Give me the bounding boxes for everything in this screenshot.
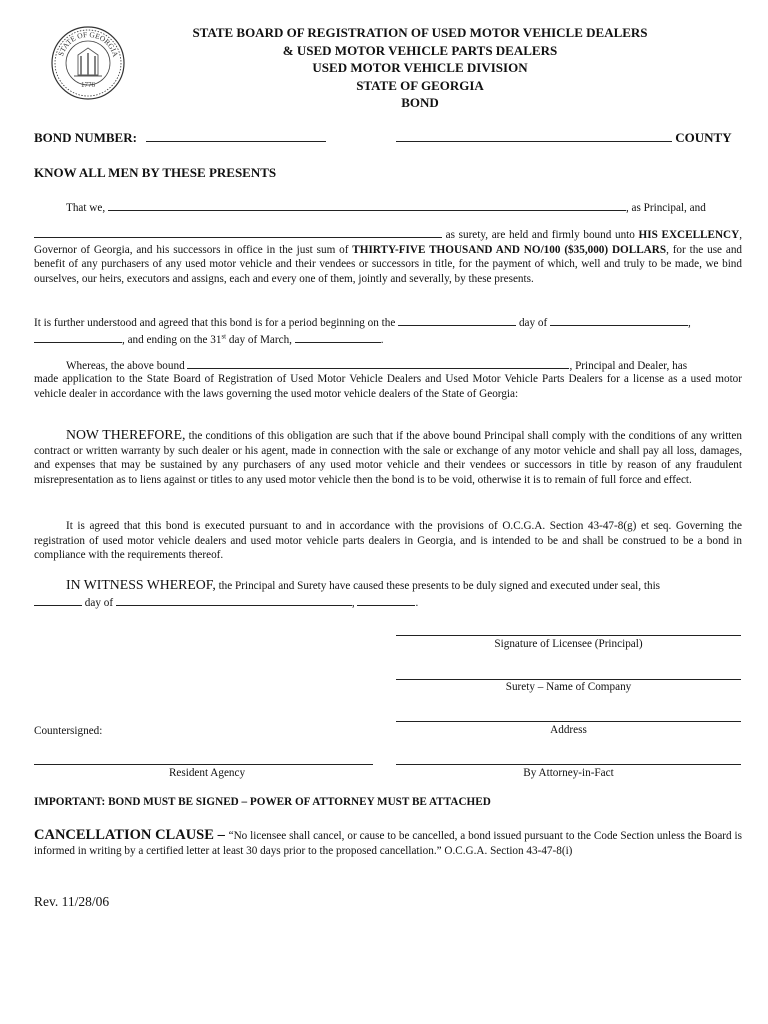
revision-date: Rev. 11/28/06 (34, 894, 110, 909)
p6-end: . (415, 596, 419, 609)
countersigned-label: Countersigned: (34, 725, 103, 737)
p1-excellency: EXCELLENCY (661, 229, 740, 241)
p5-text: It is agreed that this bond is executed pursuant to and in accordance with the provisions of O.C.G.A. Section 43-47-8(g) et seq. Governing the registration of used motor vehicle dealers and used motor vehicle parts dealers in Georgia, and is intended to be and shall be construed to be a bond in compliance with the requirements thereof. (34, 520, 742, 562)
county-row (396, 130, 732, 146)
bond-number-label: BOND NUMBER: (34, 130, 137, 145)
p4-lead: NOW THEREFORE, (66, 427, 186, 442)
attorney-in-fact-label: By Attorney-in-Fact (523, 767, 614, 779)
p6-rest: the Principal and Surety have caused these presents to be duly signed and executed under seal, this (215, 580, 661, 592)
surety-company-line[interactable] (396, 679, 741, 680)
p2-text-c: , (688, 317, 691, 329)
p6-comma: , (351, 596, 358, 609)
p2-text-a: It is further understood and agreed that this bond is for a period beginning on the (34, 317, 399, 329)
bond-number-row (34, 130, 326, 146)
p6-lead: IN WITNESS WHEREOF, (66, 577, 216, 592)
paragraph-1 (34, 226, 742, 286)
cancellation-clause (34, 828, 742, 858)
p6-day-of: day of (82, 596, 116, 609)
p1-line-1 (66, 199, 706, 216)
paragraph-4 (34, 428, 742, 487)
bond-number-field[interactable] (146, 130, 326, 142)
cancellation-lead: CANCELLATION CLAUSE – (34, 827, 229, 843)
header-line-2: & USED MOTOR VEHICLE PARTS DEALERS (282, 42, 558, 58)
p1-rest: , for the use and benefit of any purchasers of any used motor vehicle and their vendees or successors in title, for the payment of which, well and truly to be made, we bind ourselves, our heirs, executors and assigns, each and every one of them, jointly and severally, by these presents. (34, 243, 743, 285)
p2-text-f: . (380, 333, 384, 346)
cancellation-text: “No licensee shall cancel, or cause to be cancelled, a bond issued pursuant to the Code Section unless the Board is informed in writing by a certified letter at least 30 days prior to the proposed cancellation.” O.C.G.A. Section 43-47-8(i) (34, 830, 742, 857)
p1-governor: , Governor of Georgia, and his successors in office in the just sum of (34, 229, 743, 256)
witness-day-field[interactable] (34, 594, 82, 606)
licensee-signature-line[interactable] (396, 635, 741, 636)
georgia-state-seal (50, 25, 126, 101)
header-line-3: USED MOTOR VEHICLE DIVISION (312, 60, 528, 75)
seal-year: 1776 (81, 81, 95, 89)
paragraph-6 (34, 578, 742, 610)
licensee-signature-label: Signature of Licensee (Principal) (494, 638, 643, 650)
know-all-heading: KNOW ALL MEN BY THESE PRESENTS (34, 165, 277, 180)
county-field[interactable] (396, 130, 672, 142)
principal-name-field[interactable] (108, 199, 626, 211)
p2-text-d: , and ending on the 31 (122, 333, 222, 346)
witness-year-field[interactable] (357, 594, 415, 606)
header-line-5: BOND (401, 95, 439, 110)
p3-whereas: Whereas, the above bound (66, 360, 188, 372)
paragraph-3: made application to the State Board of Registration of Used Motor Vehicle Dealers and Used Motor Vehicle Parts Dealers for a license as a used motor vehicle dealer in accordance with the laws governing the used motor vehicle dealers of the State of Georgia: (34, 373, 742, 400)
p1-that-we: That we, (66, 202, 106, 214)
begin-day-field[interactable] (398, 314, 516, 326)
begin-month-field[interactable] (550, 314, 688, 326)
important-notice: IMPORTANT: BOND MUST BE SIGNED – POWER OF ATTORNEY MUST BE ATTACHED (34, 796, 491, 808)
attorney-in-fact-line[interactable] (396, 764, 741, 765)
end-year-field[interactable] (295, 331, 381, 343)
p2-text-b: day of (516, 317, 551, 329)
header-line-4: STATE OF GEORGIA (356, 77, 484, 93)
p1-amount-words: THIRTY-FIVE THOUSAND AND NO/100 (352, 243, 561, 256)
paragraph-5 (34, 519, 742, 563)
paragraph-2 (34, 314, 742, 347)
county-label: COUNTY (675, 130, 732, 145)
p2-text-e: day of March, (226, 333, 295, 346)
p1-amount-number: ($35,000) DOLLARS (564, 243, 667, 256)
address-label: Address (550, 724, 587, 736)
seal-top-text: STATE OF GEORGIA (56, 29, 121, 59)
p4-rest: the conditions of this obligation are such that if the above bound Principal shall comply with the conditions of any written contract or written warranty by such dealer or his agent, made in connection with the sale or exchange of any motor vehicle and shall pay all loss, damages, and expenses that may be sustained by any purchasers of any used motor vehicle and their vendees or successors in title by reason of any fraudulent misrepresentation as to liens against or titles to any used motor vehicle then the bond is to be void, otherwise it is to remain of full force and effect. (34, 430, 742, 486)
form-header (140, 24, 700, 112)
surety-name-field[interactable] (34, 226, 442, 238)
p2-sup: st (221, 331, 227, 340)
resident-agency-label: Resident Agency (168, 767, 246, 779)
witness-month-field[interactable] (116, 594, 352, 606)
p1-as-surety: as surety, are held and firmly bound unto (442, 229, 639, 241)
begin-year-field[interactable] (34, 331, 122, 343)
header-line-1: STATE BOARD OF REGISTRATION OF USED MOTOR VEHICLE DEALERS (192, 25, 648, 40)
resident-agency-line[interactable] (34, 764, 373, 765)
principal-dealer-field[interactable] (187, 357, 569, 369)
surety-company-label: Surety – Name of Company (505, 681, 632, 693)
p1-as-principal: , as Principal, and (625, 202, 706, 214)
address-line[interactable] (396, 721, 741, 722)
p3-principal-dealer: , Principal and Dealer, has (569, 360, 688, 372)
p1-his: HIS (638, 229, 658, 241)
